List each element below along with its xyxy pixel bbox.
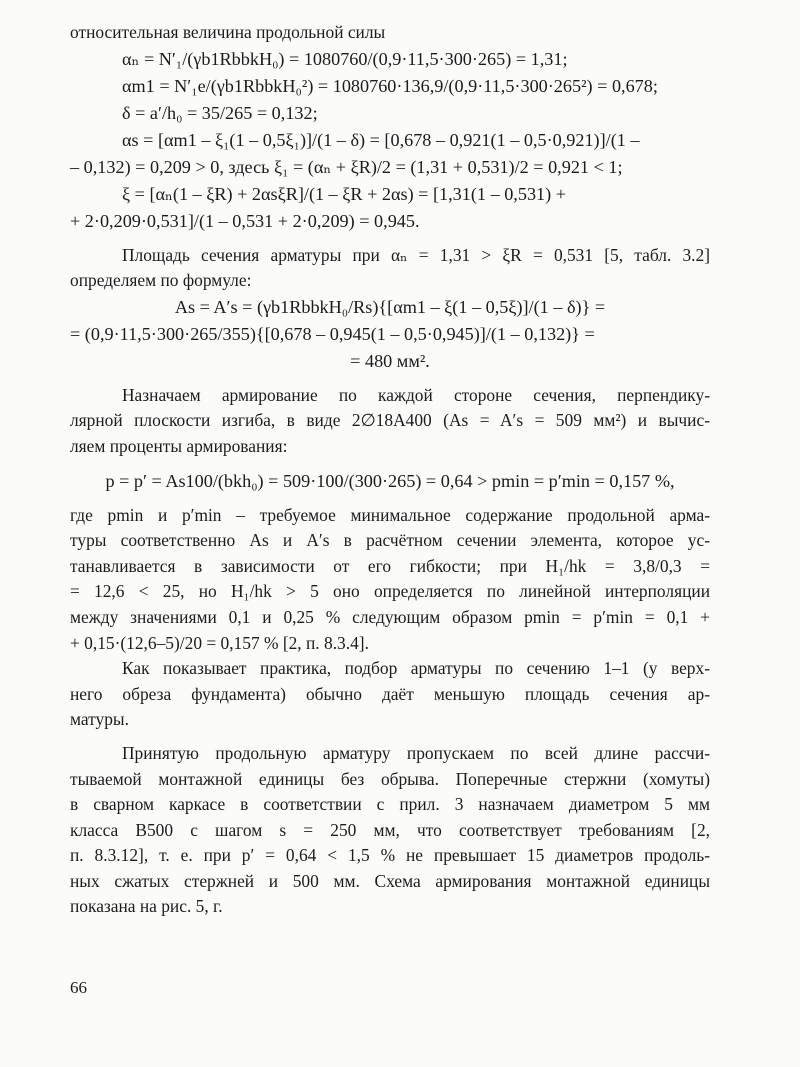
paragraph-gap bbox=[70, 733, 710, 741]
text-line: определяем по формуле: bbox=[70, 270, 252, 291]
text-line: относительная величина продольной силы bbox=[70, 22, 386, 42]
text-line: в сварном каркасе в соответствии с прил. 3 назначаем диаметром 5 мм bbox=[70, 794, 710, 815]
text-line: тываемой монтажной единицы без обрыва. Поперечные стержни (хомуты) bbox=[70, 768, 710, 789]
paragraph-gap bbox=[70, 375, 710, 383]
paragraph-gap bbox=[70, 460, 710, 468]
formula-line: = (0,9·11,5·300·265/355){[0,678 – 0,945(1 – 0,5·0,945)]/(1 – 0,132)} = bbox=[70, 323, 595, 344]
formula-line: αₙ = N′₁/(γb1RbbkH₀) = 1080760/(0,9·11,5·300·265) = 1,31; bbox=[122, 48, 568, 69]
text-line: + 0,15·(12,6–5)/20 = 0,157 % [2, п. 8.3.4]. bbox=[70, 632, 369, 653]
formula-line: As = A′s = (γb1RbbkH₀/Rs){[αm1 – ξ(1 – 0,5ξ)]/(1 – δ)} = bbox=[174, 296, 606, 317]
paragraph-gap bbox=[70, 235, 710, 243]
formula-line: p = p′ = As100/(bkh₀) = 509·100/(300·265) = 0,64 > pmin = p′min = 0,157 %, bbox=[105, 470, 675, 491]
formula-line: = 480 мм². bbox=[350, 350, 430, 371]
formula-line: + 2·0,209·0,531]/(1 – 0,531 + 2·0,209) = 0,945. bbox=[70, 210, 420, 231]
paragraph-gap bbox=[70, 495, 710, 503]
text-line: ляем проценты армирования: bbox=[70, 435, 288, 456]
text-line: туры соответственно As и A′s в расчётном сечении элемента, которое ус- bbox=[70, 530, 710, 551]
formula-line: ξ = [αₙ(1 – ξR) + 2αsξR]/(1 – ξR + 2αs) = [1,31(1 – 0,531) + bbox=[122, 183, 566, 204]
text-line: танавливается в зависимости от его гибкости; при H₁/hk = 3,8/0,3 = bbox=[70, 555, 710, 576]
text-line: класса B500 с шагом s = 250 мм, что соответствует требованиям [2, bbox=[70, 819, 710, 840]
text-line: показана на рис. 5, г. bbox=[70, 896, 223, 917]
text-line: Площадь сечения арматуры при αₙ = 1,31 > ξR = 0,531 [5, табл. 3.2] bbox=[122, 244, 710, 265]
text-line: = 12,6 < 25, но H₁/hk > 5 оно определяется по линейной интерполяции bbox=[70, 581, 710, 602]
text-line: ных сжатых стержней и 500 мм. Схема армирования монтажной единицы bbox=[70, 870, 710, 891]
text-line: п. 8.3.12], т. е. при p′ = 0,64 < 1,5 % не превышает 15 диаметров продоль- bbox=[70, 845, 710, 866]
text-body bbox=[70, 20, 710, 920]
text-line: матуры. bbox=[70, 709, 129, 730]
text-line: где pmin и p′min – требуемое минимальное содержание продольной арма- bbox=[70, 504, 710, 525]
text-line: лярной плоскости изгиба, в виде 2∅18А400 (As = A′s = 509 мм²) и вычис- bbox=[70, 410, 710, 431]
formula-line: αs = [αm1 – ξ₁(1 – 0,5ξ₁)]/(1 – δ) = [0,678 – 0,921(1 – 0,5·0,921)]/(1 – bbox=[122, 129, 640, 150]
formula-line: δ = a′/h₀ = 35/265 = 0,132; bbox=[122, 102, 318, 123]
page-number: 66 bbox=[70, 978, 87, 997]
text-line: между значениями 0,1 и 0,25 % следующим образом pmin = p′min = 0,1 + bbox=[70, 606, 710, 627]
text-line: Назначаем армирование по каждой стороне сечения, перпендику- bbox=[122, 384, 710, 405]
text-line: Принятую продольную арматуру пропускаем по всей длине рассчи- bbox=[122, 742, 710, 763]
text-line: Как показывает практика, подбор арматуры по сечению 1–1 (у верх- bbox=[122, 658, 710, 679]
formula-line: – 0,132) = 0,209 > 0, здесь ξ₁ = (αₙ + ξR)/2 = (1,31 + 0,531)/2 = 0,921 < 1; bbox=[70, 156, 623, 177]
text-line: него обреза фундамента) обычно даёт меньшую площадь сечения ар- bbox=[70, 683, 710, 704]
formula-line: αm1 = N′₁e/(γb1RbbkH₀²) = 1080760·136,9/(0,9·11,5·300·265²) = 0,678; bbox=[122, 75, 658, 96]
